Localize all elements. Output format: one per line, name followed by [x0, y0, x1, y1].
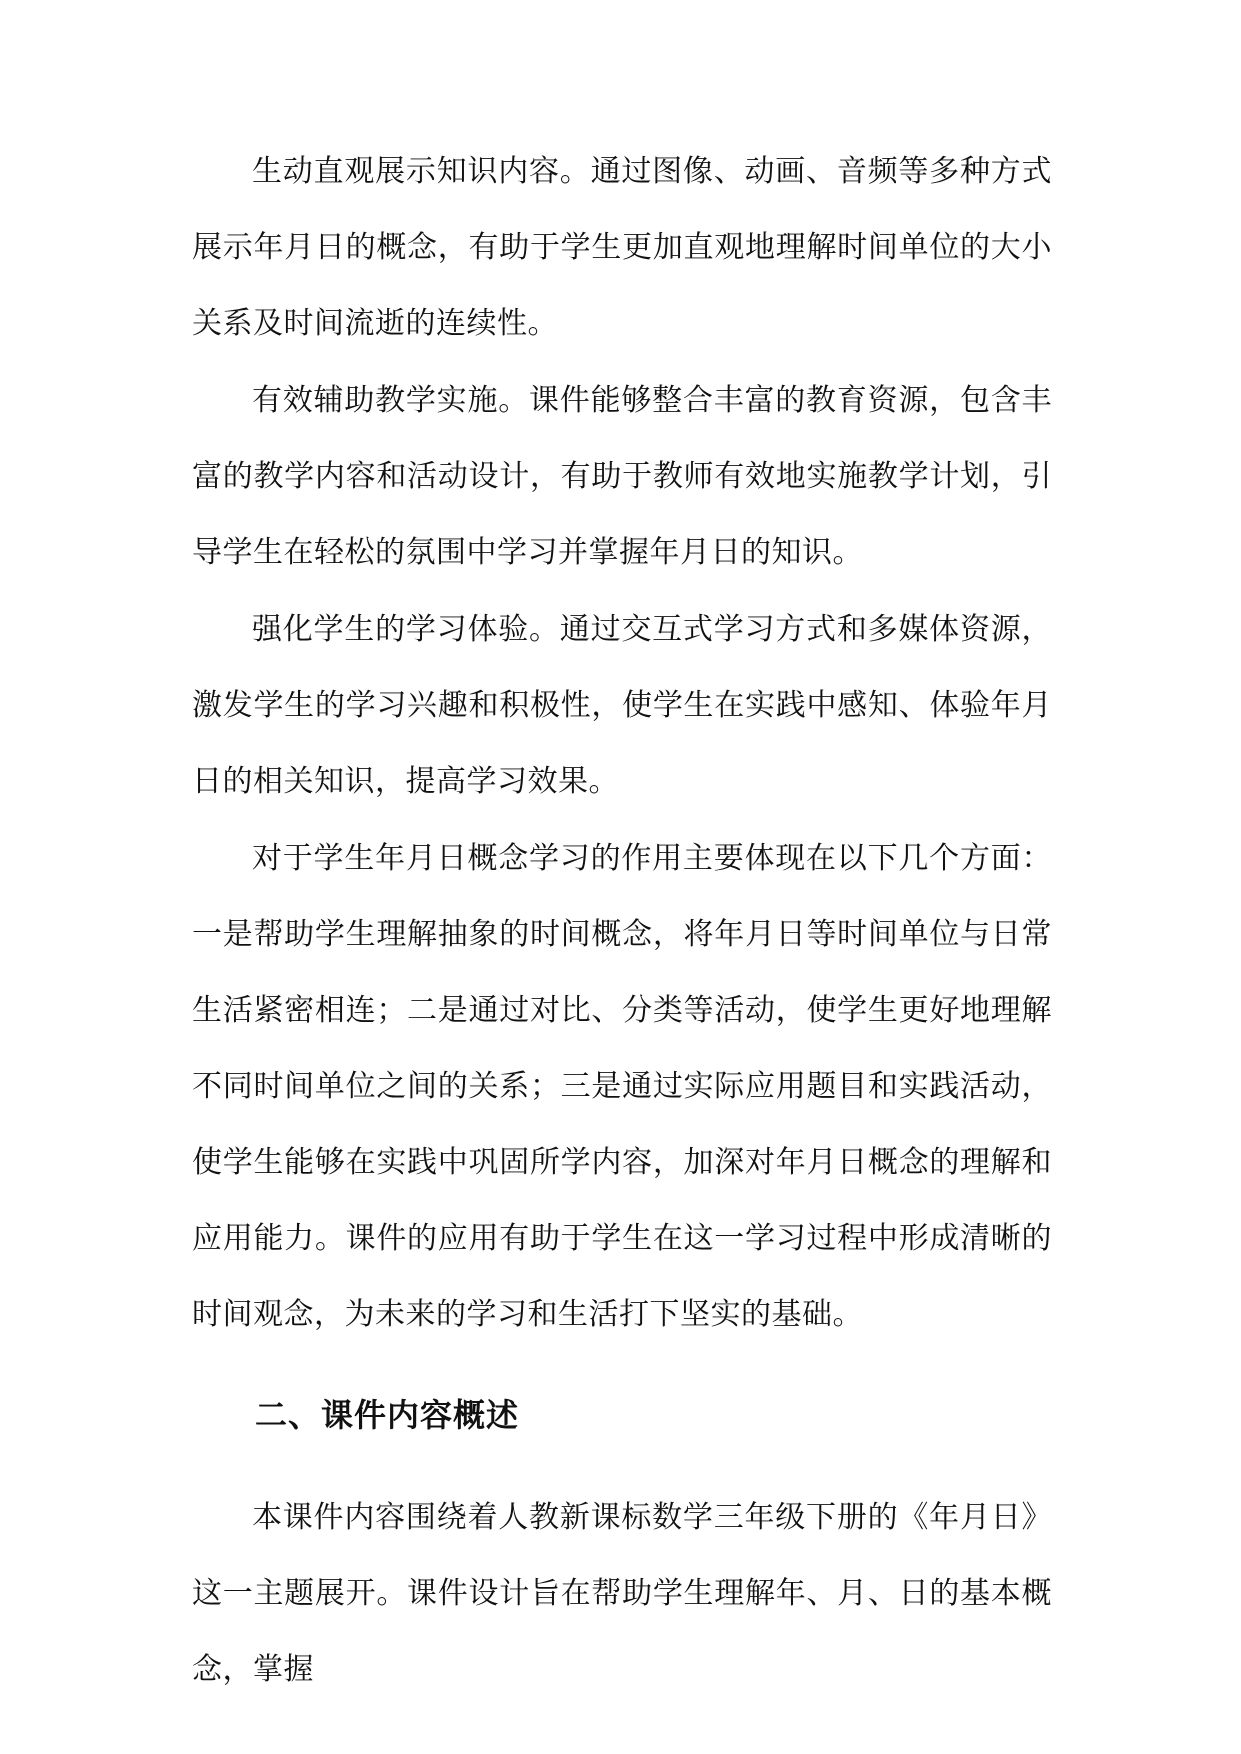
section-paragraph: 本课件内容围绕着人教新课标数学三年级下册的《年月日》这一主题展开。课件设计旨在帮助学生理解年、月、日的基本概念，掌握 — [192, 1500, 1052, 1687]
section-heading: 二、课件内容概述 — [255, 1396, 520, 1434]
paragraph-2: 有效辅助教学实施。课件能够整合丰富的教育资源，包含丰富的教学内容和活动设计，有助于教师有效地实施教学计划，引导学生在轻松的氛围中学习并掌握年月日的知识。 — [192, 383, 1052, 570]
paragraph-4: 对于学生年月日概念学习的作用主要体现在以下几个方面：一是帮助学生理解抽象的时间概念，将年月日等时间单位与日常生活紧密相连；二是通过对比、分类等活动，使学生更好地理解不同时间单位之间的关系；三是通过实际应用题目和实践活动，使学生能够在实践中巩固所学内容，加深对年月日概念的理解和应用能力。课件的应用有助于学生在这一学习过程中形成清晰的时间观念，为未来的学习和生活打下坚实的基础。 — [192, 841, 1052, 1332]
paragraph-1: 生动直观展示知识内容。通过图像、动画、音频等多种方式展示年月日的概念，有助于学生更加直观地理解时间单位的大小关系及时间流逝的连续性。 — [192, 154, 1052, 341]
paragraph-3: 强化学生的学习体验。通过交互式学习方式和多媒体资源，激发学生的学习兴趣和积极性，使学生在实践中感知、体验年月日的相关知识，提高学习效果。 — [192, 612, 1052, 799]
